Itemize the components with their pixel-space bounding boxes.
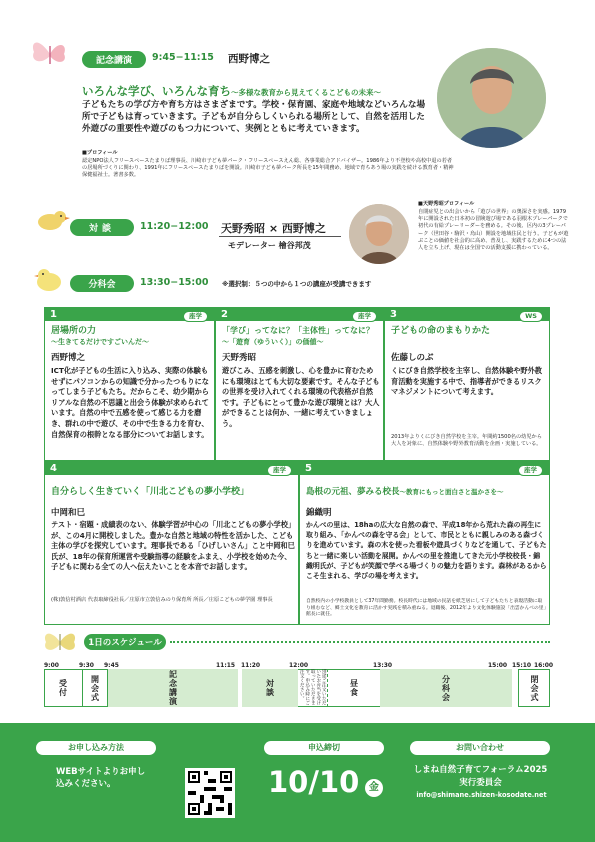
keynote-profile: 認定NPO法人フリースペースたまりば理事長、川崎市子ども夢パーク・フリースペースえん総、各事業総合アドバイザー。1986年より不登校や高校中退の若者の居場所づくりに関わり、1991年にフリースペースたまりばを開設。川崎市子ども夢パーク所長を15年間務め、地域で育ちあう場の実践を続ける教育者・精神保健福祉士。著書多数。 <box>82 158 454 179</box>
deadline-day-badge: 金 <box>365 779 383 797</box>
deadline-value: 10/10 <box>268 765 360 799</box>
card-subtitle: 〜「遊育（ゆういく）」の価値〜 <box>222 338 324 346</box>
card-body: くにびき自然学校を主宰し、自然体験や野外教育活動を実施する中で、指導者ができるリスクマネジメントについて考えます。 <box>391 366 542 397</box>
course-card-2[interactable] <box>215 307 384 461</box>
card-body: テスト・宿題・成績表のない、体験学習が中心の「川北こどもの夢小学校」が、この4月に開校しました。豊かな自然と地域の特性を活かした、こども主体の学びを探究しています。理事長である「ひげしいさん」こと中岡和巳氏が、18年の保育所運営や受験指導の経験をふまえ、小学校を始めた今、子どもに関わる全ての人へ伝えたいことを本音でお話します。 <box>51 520 296 572</box>
card-speaker: 天野秀昭 <box>222 353 257 363</box>
breakout-note: ※選択制：５つの中から１つの講座が受講できます <box>222 280 372 288</box>
bird-icon <box>36 208 70 232</box>
org-name: しまね自然子育てフォーラム2025 <box>413 765 548 775</box>
card-speaker: 錦織明 <box>306 508 332 518</box>
card-number: 1 <box>50 309 57 320</box>
card-title: 「学び」ってなに？「主体性」ってなに？ <box>222 326 374 335</box>
card-speaker: 佐藤しのぶ <box>391 353 434 363</box>
dialogue-profile-heading: ■天野秀昭プロフィール <box>418 201 475 207</box>
course-card-4[interactable] <box>44 461 299 625</box>
card-tag: WS <box>519 311 543 322</box>
dialogue-moderator: モデレーター 檜谷邦茂 <box>228 241 311 250</box>
keynote-title: いろんな学び、いろんな育ち〜多様な教育から見えてくるこどもの未来〜 <box>82 84 382 98</box>
card-speaker: 西野博之 <box>51 353 86 363</box>
breakout-label: 分科会 <box>70 275 134 292</box>
schedule-reception: 受付 <box>44 669 83 707</box>
schedule-dots <box>170 641 550 643</box>
schedule-closing: 閉会式 <box>518 669 550 707</box>
course-card-3[interactable] <box>384 307 550 461</box>
keynote-speaker: 西野博之 <box>228 53 270 65</box>
schedule-lunch-note <box>298 669 328 707</box>
card-number: 2 <box>221 309 228 320</box>
dialogue-speakers: 天野秀昭 × 西野博之 <box>221 222 326 235</box>
card-title: 子どもの命のまもりかた <box>391 326 491 336</box>
card-body: ICT化が子どもの生活に入り込み、実際の体験もせずにパソコンからの知識で分かったつもりになってしまう子どもたち。だからこそ、幼少期からリアルな自然の不思議と出会う体験が求められています。自然の中で五感を使って感じる力を磨き、群れの中で遊び、その中で生きる力を育む、自然保育の根幹となる部分についてお話します。 <box>51 366 209 439</box>
schedule-label: 1日のスケジュール <box>84 634 166 650</box>
card-note: 自然校内の小学校教員として37年間勤務。校長時代には地域の民話を紙芝居にして子どもたちと表現活動に取り組むなど、郷土文化を教育に活かす実践を積み重ねる。退職後、2012年より文化体験施設「出雲かんべの里」館長に就任。 <box>306 599 546 618</box>
dialogue-label: 対談 <box>70 219 134 236</box>
card-title: 居場所の力 <box>51 326 97 336</box>
card-number: 4 <box>50 463 57 474</box>
keynote-time: 9:45−11:15 <box>152 52 214 63</box>
keynote-body: 子どもたちの学び方や育ち方はさまざまです。学校・保育園、家庭や地域などいろんな場所で子どもは育っていきます。子どもが自分らしくいられる場所として、自然を活用した外遊びの重要性や遊びのもつ力について、実例とともに考えていきます。 <box>82 100 426 134</box>
card-subtitle: 〜生きてるだけですごいんだ〜 <box>51 338 149 346</box>
deadline-date <box>268 765 383 799</box>
schedule-keynote: 記念講演 <box>108 669 238 707</box>
tick-0930: 9:30 <box>79 662 94 669</box>
chick-icon <box>34 266 64 292</box>
card-speaker: 中岡和巳 <box>51 508 86 518</box>
tick-0900: 9:00 <box>44 662 59 669</box>
card-title: 島根の元祖、夢みる校長〜教育にもっと面白さと温かさを〜 <box>306 487 504 497</box>
keynote-speaker-photo <box>437 48 546 148</box>
tick-1330: 13:30 <box>373 662 393 669</box>
contact-email[interactable]: info@shimane.shizen-kosodate.net <box>416 791 547 799</box>
deadline-label: 申込締切 <box>264 741 384 755</box>
qr-code-icon[interactable] <box>185 768 235 818</box>
org-sub: 実行委員会 <box>459 778 502 788</box>
keynote-label: 記念講演 <box>82 51 146 68</box>
dialogue-rule <box>219 236 341 237</box>
card-note: (株)敦信村酒店 代表取締役社長／庄原市立敦信みのり保育所 所長／庄原こどもの夢学園 理事長 <box>51 597 273 603</box>
tick-1115: 11:15 <box>216 662 236 669</box>
card-body: 遊びこみ、五感を刺激し、心を豊かに育むためにも環境はとても大切な要素です。そんな子どもの世界を受け入れてくれる環境の代表格が自然です。子どもにとって豊かな遊び環境とは？大人ができることは何か、一緒に考えていきましょう。 <box>222 366 380 428</box>
lunch-note: 別途ご注文いただいたお弁当を受け取っていただきます。申込み時にご注文ください。 <box>299 669 327 705</box>
contact-label: お問い合わせ <box>410 741 550 755</box>
apply-text: WEBサイトよりお申し込みください。 <box>56 767 146 789</box>
card-header <box>45 462 298 475</box>
card-tag: 座学 <box>352 311 377 322</box>
keynote-profile-heading: ■プロフィール <box>82 150 118 156</box>
card-tag: 座学 <box>518 465 543 476</box>
butterfly-icon <box>28 34 72 74</box>
tick-1500: 15:00 <box>488 662 508 669</box>
course-card-5[interactable] <box>299 461 550 625</box>
schedule-opening: 開会式 <box>83 669 108 707</box>
card-title: 自分らしく生きていく「川北こどもの夢小学校」 <box>51 487 250 497</box>
butterfly-icon <box>42 628 78 656</box>
card-number: 3 <box>390 309 397 320</box>
card-body: かんべの里は、18haの広大な自然の森で、平成18年から荒れた森の再生に取り組み、「かんべの森を守る会」として、市民とともに親しみのある森づくりを進めています。森の木を使った看板や遊具づくりなどを通して、子どもたちと一緒に楽しい活動を展開。かんべの里を推進してきた元小学校校長・錦織明氏が、子どもが笑顔で学べる場づくりの魅力を語ります。森林があるからこそ生まれる、学びの場を考えます。 <box>306 521 547 581</box>
dialogue-time: 11:20−12:00 <box>140 221 209 232</box>
card-tag: 座学 <box>267 465 292 476</box>
card-number: 5 <box>305 463 312 474</box>
schedule-breakout: 分科会 <box>380 669 512 707</box>
footer <box>0 723 595 842</box>
dialogue-speaker-photo <box>349 204 409 264</box>
tick-0945: 9:45 <box>104 662 119 669</box>
breakout-time: 13:30−15:00 <box>140 277 209 288</box>
course-card-1[interactable] <box>44 307 215 461</box>
schedule-dialogue: 対談 <box>242 669 298 707</box>
tick-1510: 15:10 <box>512 662 532 669</box>
card-header <box>300 462 549 475</box>
apply-label: お申し込み方法 <box>36 741 156 755</box>
card-note: 2013年よりくにびき自然学校を主宰。年間約1500名の幼児から大人を対象に、自然体験や野外教育活動を企画・実施している。 <box>391 434 542 448</box>
tick-1120: 11:20 <box>241 662 261 669</box>
tick-1200: 12:00 <box>289 662 309 669</box>
schedule-lunch: 昼食 <box>349 679 359 697</box>
card-tag: 座学 <box>183 311 208 322</box>
dialogue-profile: 自閉症児との出会いから「遊びの世界」の奥深さを実感。1979年に開設された日本初の冒険遊び場である羽根木プレーパークで初代の有給プレーリーダーを務める。その後、区内の3プレーパーク（世田谷・駒沢・烏山）開設を地域住民と行う。子どもが遊ぶことの価値を社会的に高め、普及し、実践するために4つの法人を立ち上げ、現在は全国での活動支援に携わっている。 <box>418 209 569 252</box>
tick-1600: 16:00 <box>534 662 554 669</box>
